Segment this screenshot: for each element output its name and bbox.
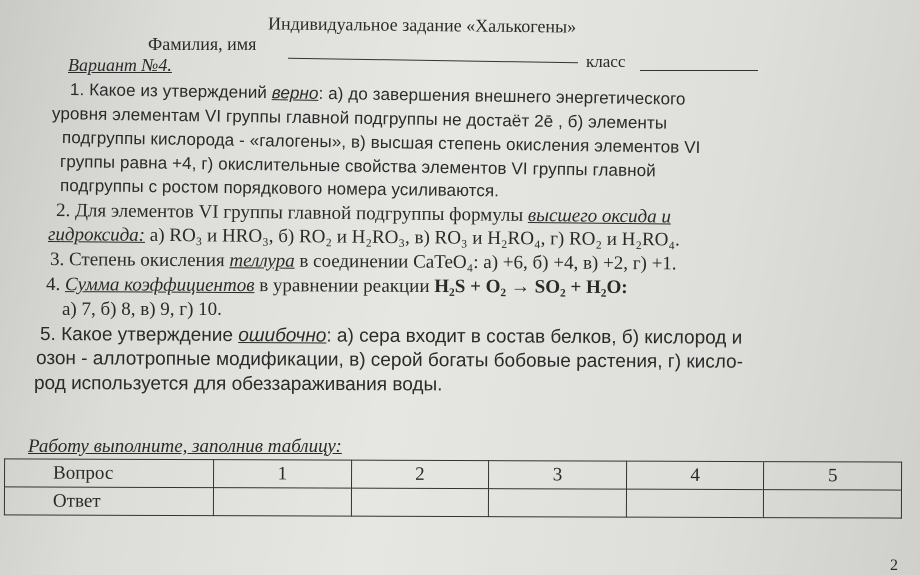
class-label: класс [586,52,626,71]
keyword-wrong: ошибочно [238,325,327,347]
question-number: 5 [764,462,902,490]
question-number: 1 [214,460,352,488]
answer-row-label: Ответ [4,487,213,516]
question-number: 2 [351,460,489,488]
keyword-true: верно [271,83,319,103]
question-number: 3 [489,461,627,489]
question-5-line-1: 5. Какое утверждение ошибочно: а) сера входит в состав белков, б) кислород и [39,324,743,349]
question-1-line-2: уровня элементам VI группы главной подгруппы не достаёт 2ē , б) элементы [51,104,668,133]
worksheet-title: Индивидуальное задание «Халькогены» [267,13,577,37]
question-1-line-5: подгруппы с ростом порядкового номера усиливаются. [59,176,500,201]
question-5-line-3: род используется для обеззараживания воды. [33,373,443,396]
answer-cell[interactable] [489,489,627,517]
question-5-line-2: озон - аллотропные модификации, в) серой богаты бобовые растения, г) кисло- [35,348,744,373]
name-label: Фамилия, имя [148,34,257,54]
question-4-line-1: 4. Сумма коэффициентов в уравнении реакции H₂S + O₂ → SO₂ + H₂O: [45,274,628,299]
question-row-label: Вопрос [5,459,214,488]
keyword-tellurium: теллура [229,250,295,272]
reaction-equation: H₂S + O₂ → SO₂ + H₂O [434,276,622,299]
question-number: 4 [626,461,764,489]
question-row [5,459,902,490]
keyword-coefficient-sum: Сумма коэффициентов [64,274,255,297]
question-1-line-4: группы равна +4, г) окислительные свойства элементов VI группы главной [59,152,656,181]
question-2-line-2: гидроксида: а) RO₃ и HRO₃, б) RO₂ и H₂RO₃, в) RO₃ и H₂RO₄, г) RO₂ и H₂RO₄. [47,224,680,251]
question-3: 3. Степень окисления теллура в соединении CaTeO₄: а) +6, б) +4, в) +2, г) +1. [49,249,677,275]
question-1-line-1: 1. Какое из утверждений верно: а) до завершения внешнего энергетического [69,80,686,109]
question-4-line-2: а) 7, б) 8, в) 9, г) 10. [62,299,222,320]
answer-row [4,487,901,518]
page-corner-mark: 2 [890,557,898,574]
table-instruction: Работу выполните, заполнив таблицу: [28,436,342,457]
answer-table [4,458,902,518]
question-1-line-3: подгруппы кислорода - «галогены», в) высшая степень окисления элементов VI [61,128,701,158]
keyword-higher-oxide: высшего оксида и [527,204,671,228]
answer-cell[interactable] [213,488,351,516]
question-2-line-1: 2. Для элементов VI группы главной подгруппы формулы высшего оксида и [55,200,671,228]
keyword-hydroxide: гидроксида: [47,224,146,246]
class-blank-line [640,70,758,71]
answer-cell[interactable] [351,488,489,516]
answer-cell[interactable] [764,490,902,518]
variant-label: Вариант №4. [68,55,172,75]
name-blank-line [288,58,578,64]
answer-cell[interactable] [626,489,764,517]
